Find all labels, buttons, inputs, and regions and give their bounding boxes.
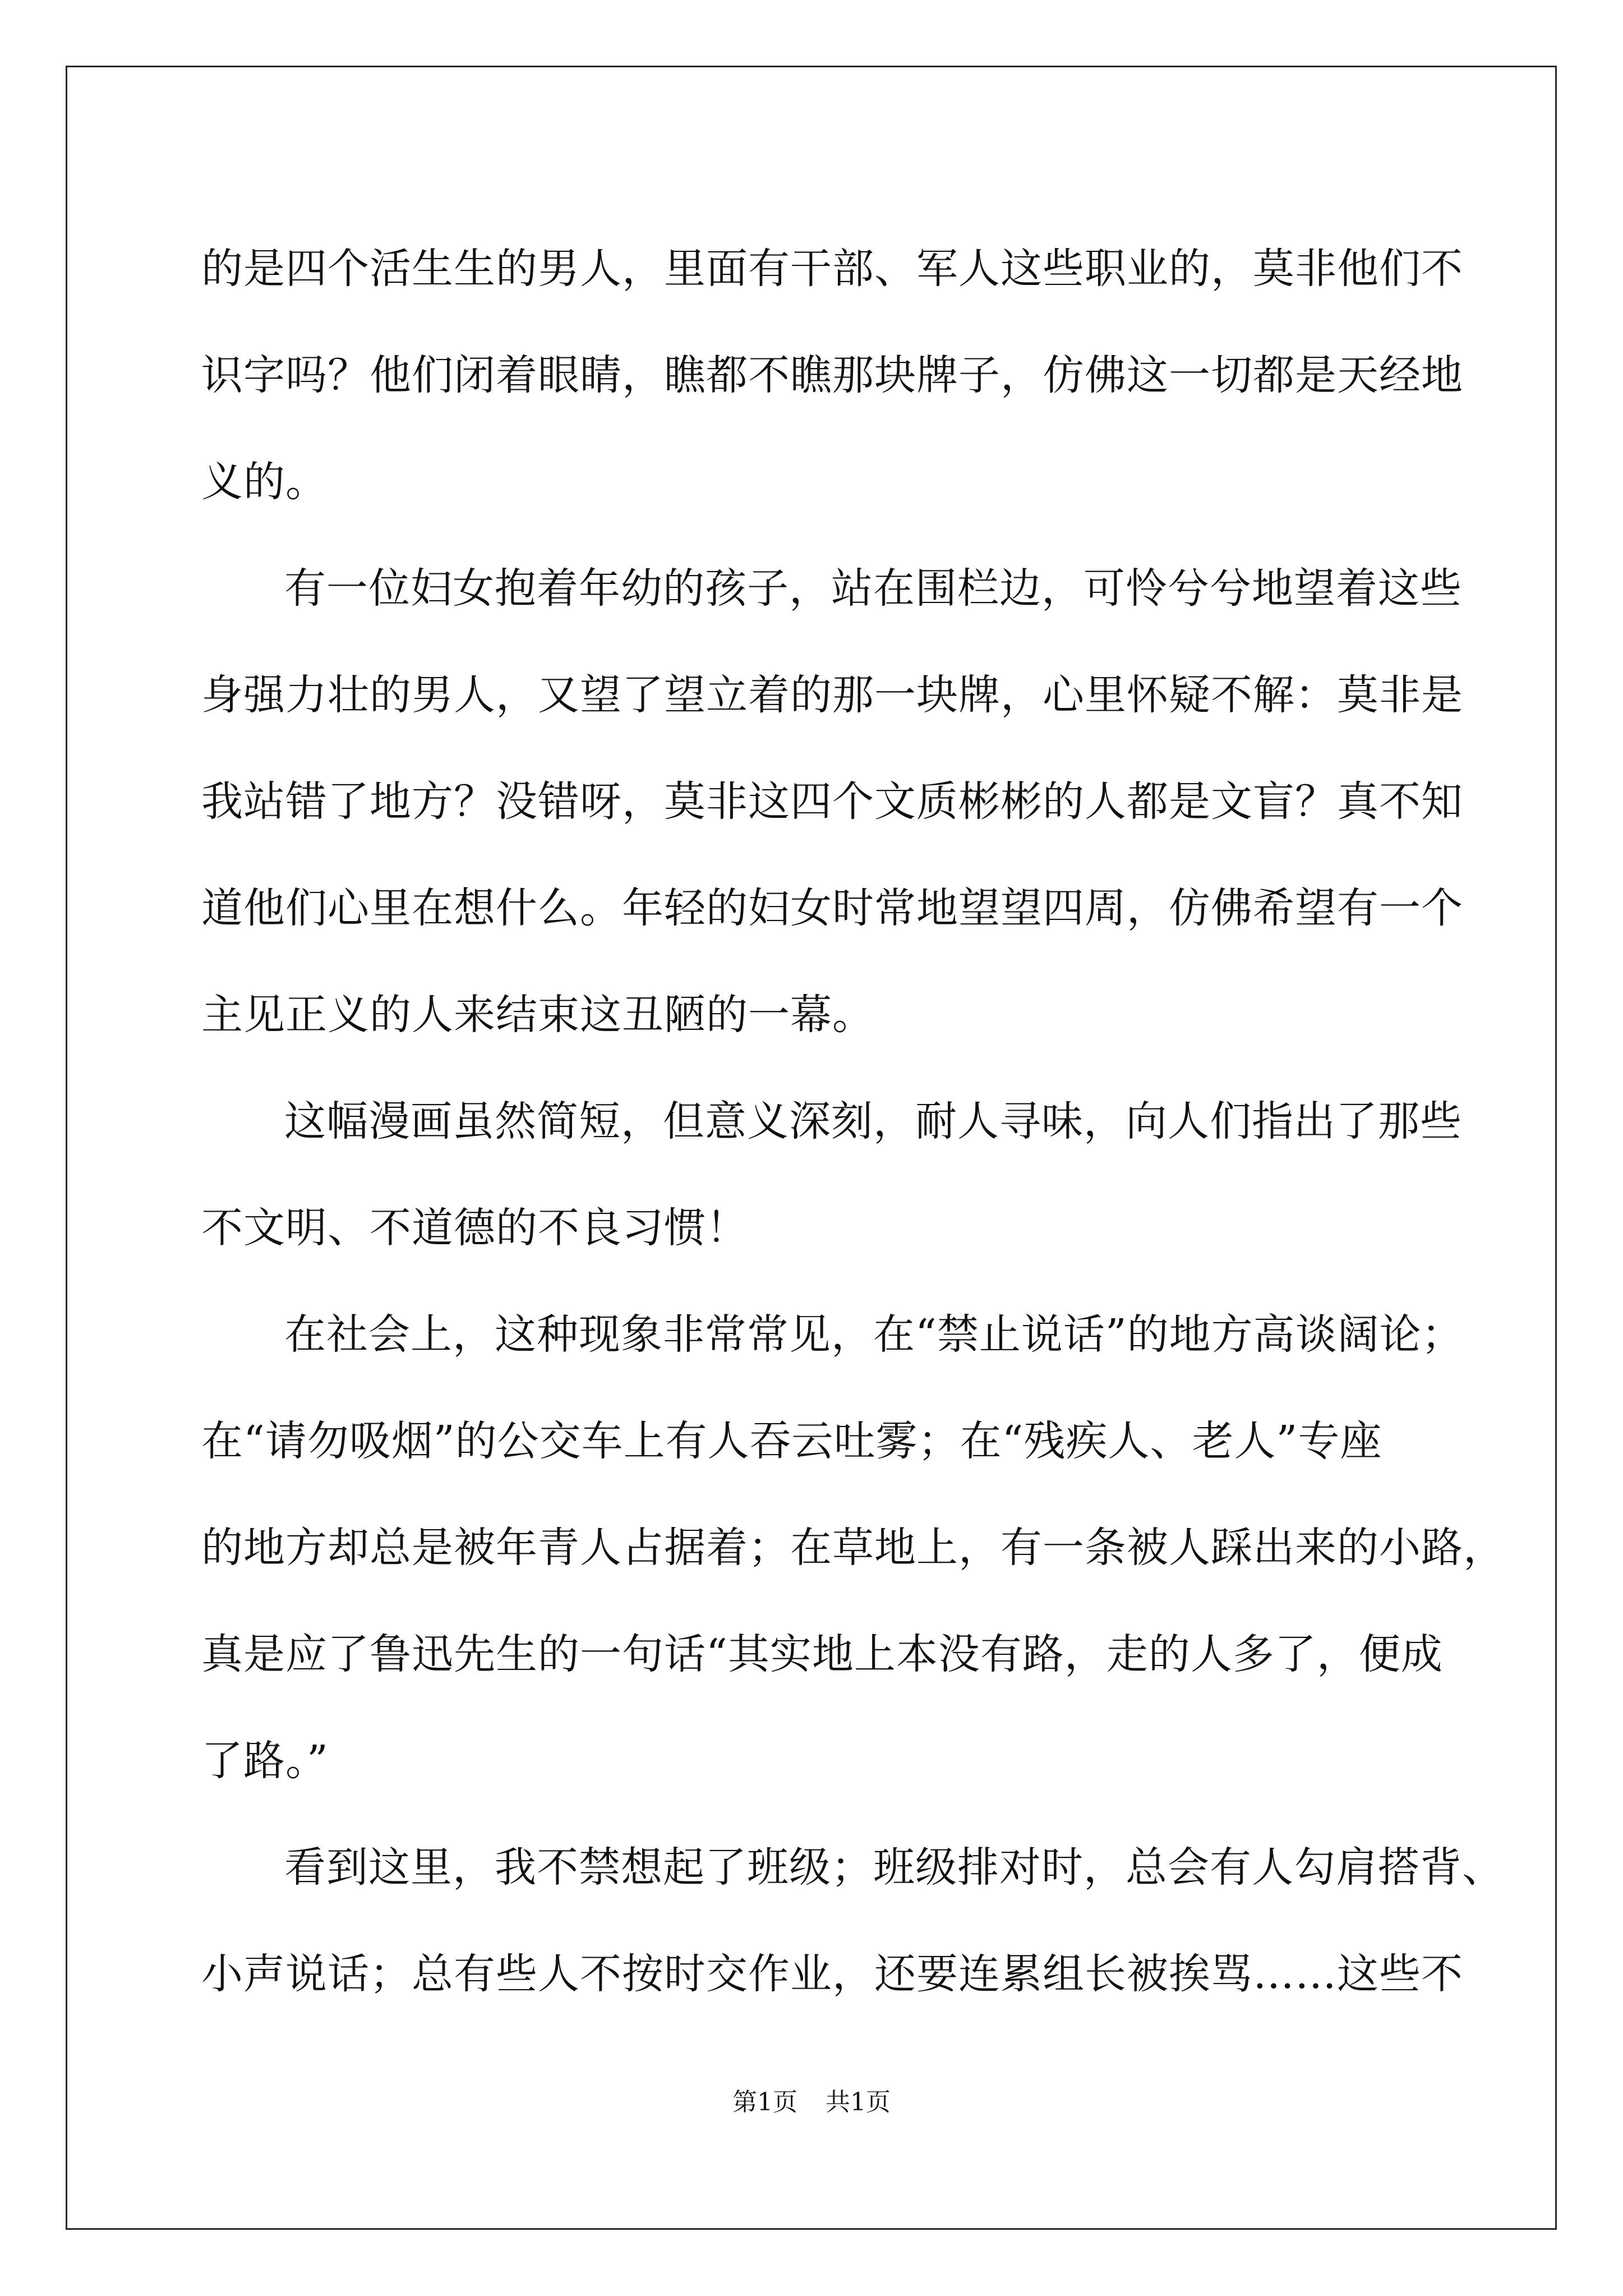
text-line: 不文明、不道德的不良习惯！ <box>201 1204 748 1252</box>
text-line: 的地方却总是被年青人占据着；在草地上，有一条被人踩出来的小路， <box>201 1524 1505 1572</box>
page-total-label: 共1页 <box>826 2088 891 2116</box>
paragraph-start-line: 这幅漫画虽然简短，但意义深刻，耐人寻味，向人们指出了那些 <box>284 1097 1462 1145</box>
text-line: 我站错了地方？没错呀，莫非这四个文质彬彬的人都是文盲？真不知 <box>201 777 1463 826</box>
paragraph-start-line: 看到这里，我不禁想起了班级；班级排对时，总会有人勾肩搭背、 <box>284 1843 1504 1892</box>
text-line: 识字吗？他们闭着眼睛，瞧都不瞧那块牌子，仿佛这一切都是天经地 <box>201 351 1463 399</box>
text-line: 小声说话；总有些人不按时交作业，还要连累组长被挨骂……这些不 <box>201 1950 1463 1998</box>
page-footer <box>0 2086 1623 2119</box>
text-line: 在“请勿吸烟”的公交车上有人吞云吐雾；在“残疾人、老人”专座 <box>201 1417 1382 1465</box>
text-line: 了路。” <box>201 1737 329 1785</box>
paragraph-start-line: 有一位妇女抱着年幼的孩子，站在围栏边，可怜兮兮地望着这些 <box>284 564 1462 613</box>
text-line: 道他们心里在想什么。年轻的妇女时常地望望四周，仿佛希望有一个 <box>201 884 1463 932</box>
text-line: 义的。 <box>201 458 328 506</box>
text-line: 真是应了鲁迅先生的一句话“其实地上本没有路，走的人多了，便成 <box>201 1630 1443 1678</box>
text-line: 的是四个活生生的男人，里面有干部、军人这些职业的，莫非他们不 <box>201 245 1463 293</box>
page-current-label: 第1页 <box>732 2088 797 2116</box>
text-line: 主见正义的人来结束这丑陋的一幕。 <box>201 991 874 1039</box>
text-line: 身强力壮的男人，又望了望立着的那一块牌，心里怀疑不解：莫非是 <box>201 671 1463 719</box>
paragraph-start-line: 在社会上，这种现象非常常见，在“禁止说话”的地方高谈阔论； <box>284 1310 1464 1359</box>
document-body <box>201 215 1505 2027</box>
